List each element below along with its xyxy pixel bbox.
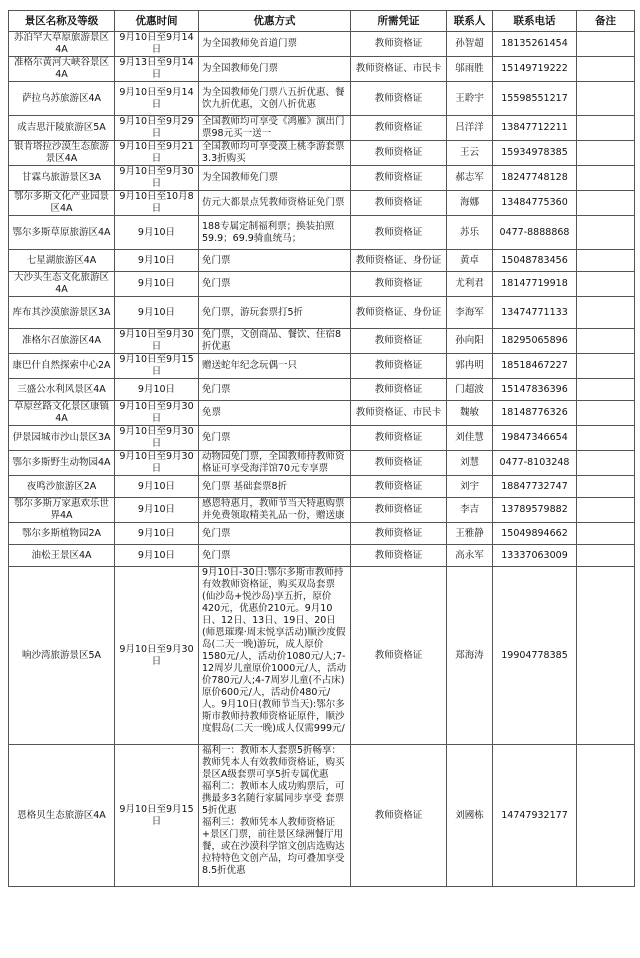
- table-row: [9, 116, 635, 141]
- cell-offer-time: 9月10日至9月14日: [115, 82, 199, 116]
- cell-required-cert: 教师资格证、身份证: [351, 297, 447, 329]
- cell-note: [577, 498, 635, 523]
- cell-note: [577, 191, 635, 216]
- table-row: [9, 32, 635, 57]
- table-row: [9, 191, 635, 216]
- cell-offer-time: 9月10日: [115, 498, 199, 523]
- cell-required-cert: 教师资格证、身份证: [351, 250, 447, 272]
- cell-required-cert: 教师资格证: [351, 32, 447, 57]
- cell-required-cert: 教师资格证: [351, 272, 447, 297]
- cell-contact-phone: 0477-8103248: [493, 451, 577, 476]
- cell-contact-phone: 15598551217: [493, 82, 577, 116]
- cell-contact-person: 李吉: [447, 498, 493, 523]
- table-body: [9, 32, 635, 887]
- cell-required-cert: 教师资格证: [351, 141, 447, 166]
- cell-contact-person: 海娜: [447, 191, 493, 216]
- cell-offer-method: 免票: [199, 401, 351, 426]
- table-row: [9, 401, 635, 426]
- cell-scenic-name: 鄂尔多斯草原旅游区4A: [9, 216, 115, 250]
- cell-offer-method: 为全国教师免首道门票: [199, 32, 351, 57]
- cell-required-cert: 教师资格证: [351, 82, 447, 116]
- cell-contact-person: 郝志军: [447, 166, 493, 191]
- cell-offer-time: 9月10日: [115, 216, 199, 250]
- cell-offer-method: 免门票: [199, 545, 351, 567]
- cell-note: [577, 32, 635, 57]
- table-row: [9, 545, 635, 567]
- cell-scenic-name: 夜鸣沙旅游区2A: [9, 476, 115, 498]
- discount-table: [8, 10, 635, 887]
- cell-note: [577, 476, 635, 498]
- cell-required-cert: 教师资格证: [351, 498, 447, 523]
- table-row: [9, 297, 635, 329]
- cell-contact-person: 孙智超: [447, 32, 493, 57]
- table-row: [9, 57, 635, 82]
- table-row: [9, 216, 635, 250]
- cell-scenic-name: 库布其沙漠旅游景区3A: [9, 297, 115, 329]
- cell-offer-method: 福利一：教师本人套票5折畅享：教师凭本人有效教师资格证，购买景区A级套票可享5折专属优惠 福利二：教师本人成功购票后，可携最多3名随行家属同步享受 套票5折优惠 福利三：教师凭本人教师资格证+景区门票，前往景区绿洲餐厅用餐，或在沙漠科学馆文创店选购达拉特特色文创产品，均可叠加享受8.5折优惠: [199, 745, 351, 887]
- cell-scenic-name: 准格尔黄河大峡谷景区4A: [9, 57, 115, 82]
- cell-offer-method: 免门票: [199, 250, 351, 272]
- cell-contact-person: 高永军: [447, 545, 493, 567]
- cell-contact-person: 刘國栋: [447, 745, 493, 887]
- cell-contact-phone: 13789579882: [493, 498, 577, 523]
- cell-contact-person: 刘慧: [447, 451, 493, 476]
- cell-scenic-name: 萨拉乌苏旅游区4A: [9, 82, 115, 116]
- table-row: [9, 498, 635, 523]
- cell-scenic-name: 鄂尔多斯文化产业园景区4A: [9, 191, 115, 216]
- cell-contact-phone: 0477-8888868: [493, 216, 577, 250]
- cell-scenic-name: 伊景园城市沙山景区3A: [9, 426, 115, 451]
- cell-required-cert: 教师资格证: [351, 426, 447, 451]
- cell-offer-time: 9月10日至9月15日: [115, 745, 199, 887]
- cell-contact-phone: 14747932177: [493, 745, 577, 887]
- cell-scenic-name: 银肯塔拉沙漠生态旅游景区4A: [9, 141, 115, 166]
- cell-required-cert: 教师资格证: [351, 354, 447, 379]
- cell-scenic-name: 成吉思汗陵旅游区5A: [9, 116, 115, 141]
- cell-offer-method: 免门票，游玩套票打5折: [199, 297, 351, 329]
- cell-note: [577, 216, 635, 250]
- cell-contact-phone: 18135261454: [493, 32, 577, 57]
- cell-offer-time: 9月13日至9月14日: [115, 57, 199, 82]
- table-row: [9, 82, 635, 116]
- cell-required-cert: 教师资格证: [351, 191, 447, 216]
- header-row: [9, 11, 635, 32]
- cell-required-cert: 教师资格证: [351, 116, 447, 141]
- cell-contact-person: 郭冉明: [447, 354, 493, 379]
- cell-scenic-name: 恩格贝生态旅游区4A: [9, 745, 115, 887]
- cell-required-cert: 教师资格证、市民卡: [351, 401, 447, 426]
- cell-contact-person: 王云: [447, 141, 493, 166]
- table-row: [9, 141, 635, 166]
- cell-contact-phone: 15149719222: [493, 57, 577, 82]
- cell-required-cert: 教师资格证: [351, 329, 447, 354]
- cell-offer-method: 全国教师均可享受《鸿雁》演出门票98元买一送一: [199, 116, 351, 141]
- cell-offer-method: 免门票，文创商品、餐饮、住宿8折优惠: [199, 329, 351, 354]
- cell-contact-phone: 19904778385: [493, 567, 577, 745]
- cell-contact-phone: 15049894662: [493, 523, 577, 545]
- cell-offer-method: 免门票: [199, 523, 351, 545]
- cell-note: [577, 745, 635, 887]
- cell-scenic-name: 七星湖旅游区4A: [9, 250, 115, 272]
- cell-offer-time: 9月10日至9月21日: [115, 141, 199, 166]
- cell-offer-time: 9月10日至9月15日: [115, 354, 199, 379]
- cell-contact-phone: 15934978385: [493, 141, 577, 166]
- cell-note: [577, 329, 635, 354]
- table-row: [9, 272, 635, 297]
- cell-contact-person: 苏乐: [447, 216, 493, 250]
- cell-scenic-name: 甘霖乌旅游景区3A: [9, 166, 115, 191]
- cell-note: [577, 545, 635, 567]
- cell-contact-phone: 13337063009: [493, 545, 577, 567]
- cell-offer-time: 9月10日至9月30日: [115, 567, 199, 745]
- cell-contact-person: 黄卓: [447, 250, 493, 272]
- cell-scenic-name: 响沙湾旅游景区5A: [9, 567, 115, 745]
- cell-scenic-name: 鄂尔多斯野生动物园4A: [9, 451, 115, 476]
- cell-offer-method: 仿元大都景点凭教师资格证免门票: [199, 191, 351, 216]
- cell-note: [577, 166, 635, 191]
- cell-offer-method: 9月10日-30日:鄂尔多斯市教师持有效教师资格证，购买双岛套票(仙沙岛+悦沙岛)享五折，原价420元，优惠价210元。9月10日、12日、13日、19日、20日(师恩璀璨·周末悦享活动)顺沙度假岛(二天一晚)游玩，成人原价1580元/人，活动价1080元/人;7-12周岁儿童原价1000元/人，活动价780元/人;4-7周岁儿童(不占床)原价600元/人，活动价480元/人。9月10日(教师节当天):鄂尔多斯市教师持教师资格证原件，顺沙度假岛(二天一晚)成人仅需999元/: [199, 567, 351, 745]
- cell-scenic-name: 鄂尔多斯万家惠欢乐世界4A: [9, 498, 115, 523]
- cell-offer-method: 188专属定制福利票；换装拍照59.9；69.9骑血统马；: [199, 216, 351, 250]
- cell-contact-person: 刘佳慧: [447, 426, 493, 451]
- cell-contact-person: 邬雨胜: [447, 57, 493, 82]
- cell-offer-method: 为全国教师免门票: [199, 166, 351, 191]
- cell-contact-phone: 18518467227: [493, 354, 577, 379]
- header-offer: 优惠方式: [199, 11, 351, 32]
- cell-contact-phone: 13474771133: [493, 297, 577, 329]
- cell-contact-person: 魏敏: [447, 401, 493, 426]
- cell-required-cert: 教师资格证: [351, 216, 447, 250]
- cell-offer-method: 免门票 基础套票8折: [199, 476, 351, 498]
- header-note: 备注: [577, 11, 635, 32]
- cell-offer-time: 9月10日至9月30日: [115, 426, 199, 451]
- cell-contact-person: 王聆宇: [447, 82, 493, 116]
- cell-offer-time: 9月10日至9月30日: [115, 451, 199, 476]
- cell-offer-time: 9月10日: [115, 545, 199, 567]
- cell-contact-person: 尤利君: [447, 272, 493, 297]
- header-phone: 联系电话: [493, 11, 577, 32]
- cell-offer-method: 免门票: [199, 272, 351, 297]
- cell-contact-phone: 18147719918: [493, 272, 577, 297]
- cell-scenic-name: 鄂尔多斯植物园2A: [9, 523, 115, 545]
- cell-note: [577, 82, 635, 116]
- table-row: [9, 426, 635, 451]
- cell-contact-phone: 19847346654: [493, 426, 577, 451]
- cell-offer-method: 全国教师均可享受漠上桃李游套票3.3折购买: [199, 141, 351, 166]
- cell-offer-time: 9月10日: [115, 523, 199, 545]
- cell-required-cert: 教师资格证: [351, 476, 447, 498]
- discount-table-sheet: [8, 10, 634, 887]
- table-row: [9, 523, 635, 545]
- table-row: [9, 451, 635, 476]
- cell-note: [577, 401, 635, 426]
- cell-required-cert: 教师资格证: [351, 567, 447, 745]
- cell-offer-time: 9月10日: [115, 379, 199, 401]
- cell-contact-person: 王雅静: [447, 523, 493, 545]
- cell-note: [577, 57, 635, 82]
- cell-note: [577, 451, 635, 476]
- cell-offer-method: 免门票: [199, 379, 351, 401]
- header-name: 景区名称及等级: [9, 11, 115, 32]
- cell-offer-method: 感恩特惠月，教师节当天特惠购票并免费领取精美礼品一份，赠送康: [199, 498, 351, 523]
- cell-offer-time: 9月10日至9月30日: [115, 329, 199, 354]
- cell-note: [577, 297, 635, 329]
- cell-note: [577, 141, 635, 166]
- cell-contact-phone: 15048783456: [493, 250, 577, 272]
- cell-contact-person: 李海军: [447, 297, 493, 329]
- cell-offer-time: 9月10日: [115, 476, 199, 498]
- cell-scenic-name: 苏泊罕大草原旅游景区4A: [9, 32, 115, 57]
- cell-required-cert: 教师资格证: [351, 523, 447, 545]
- header-time: 优惠时间: [115, 11, 199, 32]
- cell-scenic-name: 大沙头生态文化旅游区4A: [9, 272, 115, 297]
- cell-offer-time: 9月10日: [115, 250, 199, 272]
- cell-scenic-name: 油松王景区4A: [9, 545, 115, 567]
- cell-offer-time: 9月10日至9月14日: [115, 32, 199, 57]
- table-row: [9, 476, 635, 498]
- cell-contact-person: 孙向阳: [447, 329, 493, 354]
- cell-note: [577, 567, 635, 745]
- cell-contact-person: 门超波: [447, 379, 493, 401]
- cell-required-cert: 教师资格证: [351, 745, 447, 887]
- cell-note: [577, 272, 635, 297]
- cell-note: [577, 116, 635, 141]
- cell-offer-time: 9月10日至9月30日: [115, 166, 199, 191]
- cell-contact-phone: 18847732747: [493, 476, 577, 498]
- cell-required-cert: 教师资格证: [351, 166, 447, 191]
- table-row: [9, 745, 635, 887]
- cell-offer-method: 免门票: [199, 426, 351, 451]
- cell-note: [577, 379, 635, 401]
- cell-offer-method: 为全国教师免门票八五折优惠、餐饮九折优惠，文创八折优惠: [199, 82, 351, 116]
- cell-offer-time: 9月10日至9月30日: [115, 401, 199, 426]
- table-row: [9, 354, 635, 379]
- cell-note: [577, 250, 635, 272]
- cell-contact-phone: 18247748128: [493, 166, 577, 191]
- cell-offer-method: 动物园免门票，全国教师持教师资格证可享受海洋馆70元专享票: [199, 451, 351, 476]
- table-row: [9, 567, 635, 745]
- cell-contact-person: 刘宇: [447, 476, 493, 498]
- cell-scenic-name: 准格尔召旅游区4A: [9, 329, 115, 354]
- cell-contact-phone: 18148776326: [493, 401, 577, 426]
- cell-contact-phone: 18295065896: [493, 329, 577, 354]
- header-cert: 所需凭证: [351, 11, 447, 32]
- cell-contact-phone: 13847712211: [493, 116, 577, 141]
- cell-required-cert: 教师资格证: [351, 451, 447, 476]
- cell-scenic-name: 三盛公水利风景区4A: [9, 379, 115, 401]
- table-row: [9, 250, 635, 272]
- table-row: [9, 329, 635, 354]
- cell-note: [577, 523, 635, 545]
- table-row: [9, 166, 635, 191]
- cell-contact-phone: 13484775360: [493, 191, 577, 216]
- cell-scenic-name: 草原丝路文化景区康镇4A: [9, 401, 115, 426]
- cell-offer-time: 9月10日至9月29日: [115, 116, 199, 141]
- cell-required-cert: 教师资格证: [351, 545, 447, 567]
- header-contact: 联系人: [447, 11, 493, 32]
- cell-offer-time: 9月10日: [115, 297, 199, 329]
- cell-offer-method: 赠送蛇年纪念玩偶一只: [199, 354, 351, 379]
- cell-contact-person: 吕洋洋: [447, 116, 493, 141]
- table-row: [9, 379, 635, 401]
- cell-scenic-name: 康巴什自然探索中心2A: [9, 354, 115, 379]
- cell-contact-phone: 15147836396: [493, 379, 577, 401]
- cell-required-cert: 教师资格证: [351, 379, 447, 401]
- cell-offer-time: 9月10日至10月8日: [115, 191, 199, 216]
- cell-offer-method: 为全国教师免门票: [199, 57, 351, 82]
- cell-contact-person: 郑海涛: [447, 567, 493, 745]
- cell-offer-time: 9月10日: [115, 272, 199, 297]
- cell-note: [577, 354, 635, 379]
- cell-note: [577, 426, 635, 451]
- cell-required-cert: 教师资格证、市民卡: [351, 57, 447, 82]
